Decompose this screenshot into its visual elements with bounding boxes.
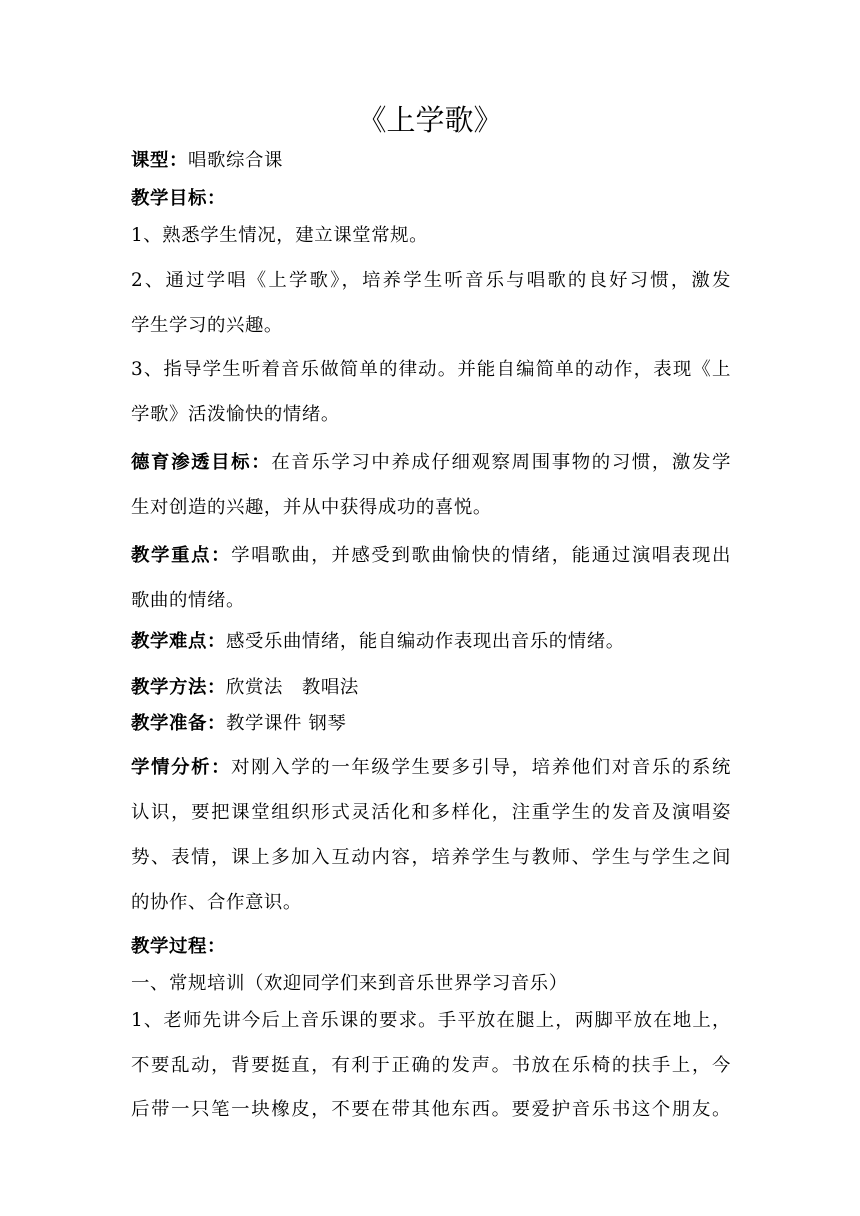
objective-1: 1、熟悉学生情况，建立课堂常规。 (131, 225, 429, 246)
preparation-line (131, 711, 731, 737)
course-type-value: 唱歌综合课 (187, 150, 283, 171)
moral-label: 德育渗透目标： (131, 452, 272, 473)
analysis-line-1 (131, 755, 731, 781)
objective-2-line-1: 2、通过学唱《上学歌》，培养学生听音乐与唱歌的良好习惯，激发 (131, 270, 731, 291)
course-type-line (131, 148, 731, 174)
process-section-1: 一、常规培训（欢迎同学们来到音乐世界学习音乐） (131, 973, 568, 994)
process-item-1-line-3: 后带一只笔一块橡皮，不要在带其他东西。要爱护音乐书这个朋友。 (131, 1099, 731, 1120)
analysis-label: 学情分析： (131, 757, 232, 778)
document-title: 《上学歌》 (357, 103, 503, 137)
objective-3-line-1: 3、指导学生听着音乐做简单的律动。并能自编简单的动作，表现《上 (131, 359, 731, 380)
moral-line-2: 生对创造的兴趣，并从中获得成功的喜悦。 (131, 497, 492, 518)
preparation-label: 教学准备： (131, 713, 226, 734)
method-text: 欣赏法 教唱法 (225, 677, 359, 698)
process-heading: 教学过程： (131, 936, 226, 957)
preparation-text: 教学课件 钢琴 (225, 713, 347, 734)
analysis-text: 对刚入学的一年级学生要多引导，培养他们对音乐的系统 (231, 757, 731, 778)
key-point-line-2: 歌曲的情绪。 (131, 590, 245, 611)
process-item-1-line-2: 不要乱动，背要挺直，有利于正确的发声。书放在乐椅的扶手上，今 (131, 1055, 731, 1076)
key-point-line-1 (131, 543, 731, 569)
analysis-line-2: 认识，要把课堂组织形式灵活化和多样化，注重学生的发音及演唱姿 (131, 802, 731, 823)
moral-text: 在音乐学习中养成仔细观察周围事物的习惯，激发学 (271, 452, 731, 473)
process-item-1-line-1: 1、老师先讲今后上音乐课的要求。手平放在腿上，两脚平放在地上， (131, 1010, 731, 1031)
course-type-label: 课型： (131, 150, 188, 171)
analysis-line-3: 势、表情，课上多加入互动内容，培养学生与教师、学生与学生之间 (131, 847, 731, 868)
difficulty-text: 感受乐曲情绪，能自编动作表现出音乐的情绪。 (225, 631, 625, 652)
difficulty-line (131, 629, 731, 655)
moral-line-1 (131, 450, 731, 476)
key-point-label: 教学重点： (131, 545, 232, 566)
analysis-line-4: 的协作、合作意识。 (131, 892, 302, 913)
objective-2-line-2: 学生学习的兴趣。 (131, 315, 283, 336)
method-line (131, 675, 731, 701)
method-label: 教学方法： (131, 677, 226, 698)
difficulty-label: 教学难点： (131, 631, 226, 652)
key-point-text: 学唱歌曲，并感受到歌曲愉快的情绪，能通过演唱表现出 (231, 545, 731, 566)
objective-3-line-2: 学歌》活泼愉快的情绪。 (131, 404, 340, 425)
objectives-heading: 教学目标： (131, 188, 226, 209)
